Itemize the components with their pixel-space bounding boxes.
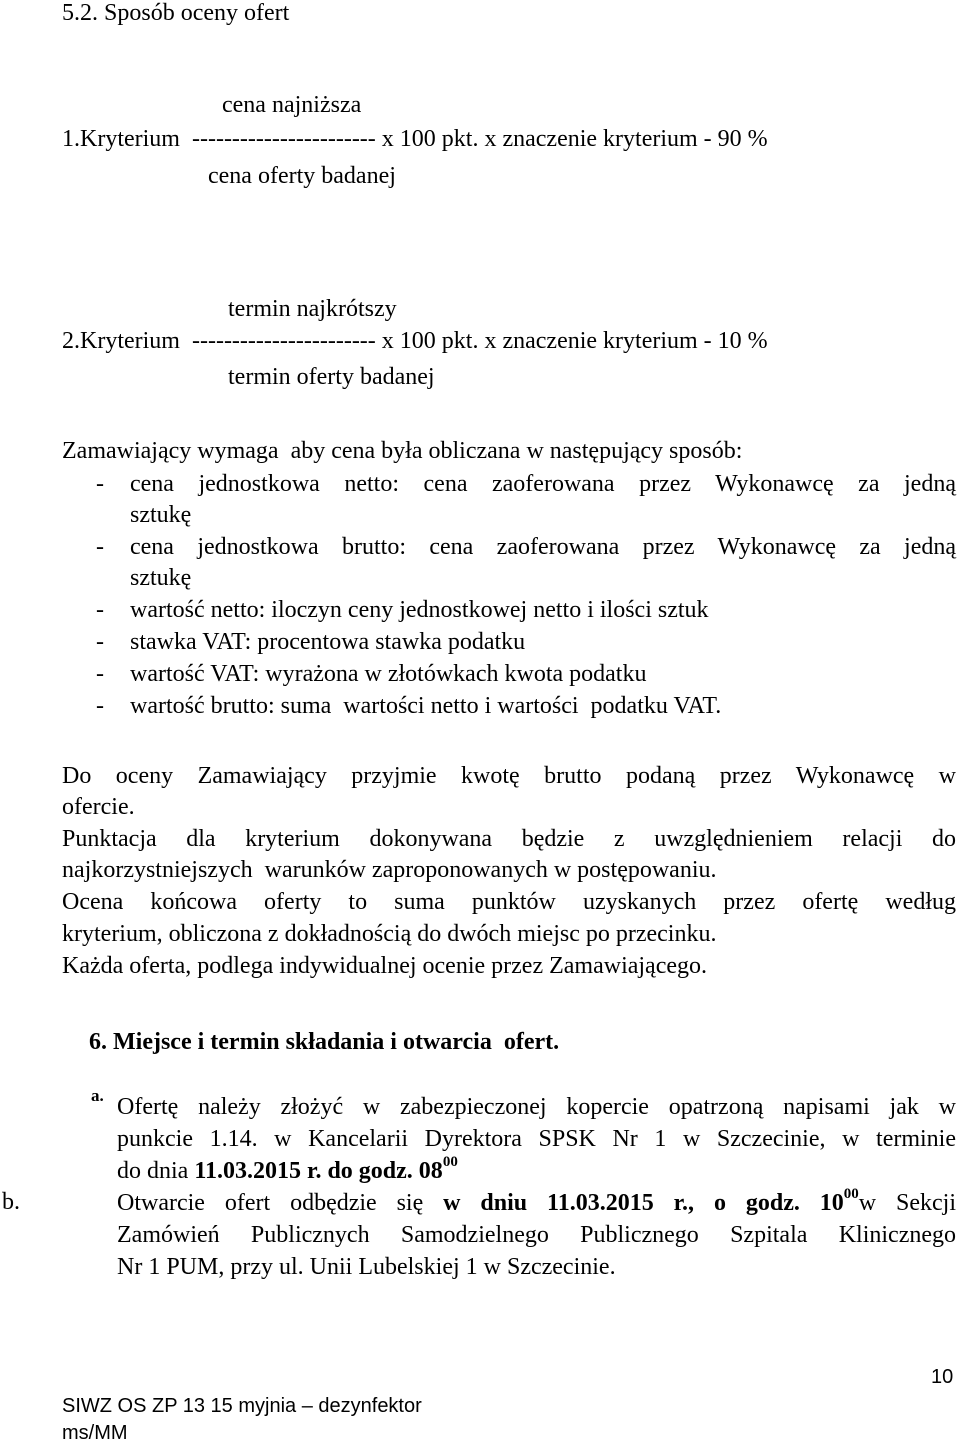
paragraph-2-line2: najkorzystniejszych warunków zaproponowanych w postępowaniu. [62, 857, 717, 883]
page-number: 10 [931, 1366, 954, 1388]
item-b-line1 [117, 1187, 956, 1222]
criterion1-formula: 1.Kryterium ----------------------- x 100 pkt. x znaczenie kryterium - 90 % [62, 126, 768, 152]
item-b-line1-prefix: Otwarcie ofert odbędzie się [117, 1190, 444, 1216]
bullet-4: stawka VAT: procentowa stawka podatku [130, 629, 526, 655]
bullet-1-line2: sztukę [130, 502, 192, 528]
bullet-5: wartość VAT: wyrażona w złotówkach kwota podatku [130, 661, 647, 687]
paragraph-4: Każda oferta, podlega indywidualnej ocenie przez Zamawiającego. [62, 953, 708, 979]
item-a-line2: punkcie 1.14. w Kancelarii Dyrektora SPSK Nr 1 w Szczecinie, w terminie [117, 1126, 956, 1152]
bullet-dash: - [96, 661, 104, 687]
item-a-line3-prefix: do dnia [117, 1158, 195, 1184]
bullet-dash: - [96, 597, 104, 623]
paragraph-3-line2: kryterium, obliczona z dokładnością do dwóch miejsc po przecinku. [62, 921, 717, 947]
criterion2-denominator: termin oferty badanej [228, 364, 435, 390]
criterion2-formula: 2.Kryterium ----------------------- x 100 pkt. x znaczenie kryterium - 10 % [62, 328, 768, 354]
section-title: 5.2. Sposób oceny ofert [62, 0, 290, 26]
bullet-1-line1: cena jednostkowa netto: cena zaoferowana przez Wykonawcę za jedną [130, 471, 956, 497]
criterion1-numerator: cena najniższa [222, 92, 362, 118]
footer-initials: ms/MM [62, 1422, 128, 1444]
item-b-marker: b. [2, 1189, 20, 1215]
paragraph-2-line1: Punktacja dla kryterium dokonywana będzie z uwzględnieniem relacji do [62, 826, 956, 852]
bullet-dash: - [96, 693, 104, 719]
paragraph-1-line1: Do oceny Zamawiający przyjmie kwotę brutto podaną przez Wykonawcę w [62, 763, 956, 789]
bullet-6: wartość brutto: suma wartości netto i wartości podatku VAT. [130, 693, 722, 719]
footer-document-id: SIWZ OS ZP 13 15 myjnia – dezynfektor [62, 1395, 422, 1417]
requirement-intro: Zamawiający wymaga aby cena była obliczana w następujący sposób: [62, 438, 743, 464]
criterion2-numerator: termin najkrótszy [228, 296, 397, 322]
item-a-line1: Ofertę należy złożyć w zabezpieczonej kopercie opatrzoną napisami jak w [117, 1094, 956, 1120]
bullet-dash: - [96, 471, 104, 497]
item-b-time-sup: 00 [843, 1186, 859, 1202]
item-b-line1-suffix: w Sekcji [858, 1190, 957, 1216]
criterion1-denominator: cena oferty badanej [208, 163, 396, 189]
bullet-2-line2: sztukę [130, 565, 192, 591]
item-a-time-sup: 00 [442, 1154, 458, 1170]
item-a-line3 [117, 1155, 458, 1190]
paragraph-3-line1: Ocena końcowa oferty to suma punktów uzyskanych przez ofertę według [62, 889, 956, 915]
bullet-dash: - [96, 629, 104, 655]
item-b-date: w dniu 11.03.2015 r., o godz. 10 [443, 1190, 844, 1216]
paragraph-1-line2: ofercie. [62, 794, 135, 820]
item-b-line2: Zamówień Publicznych Samodzielnego Publicznego Szpitala Klinicznego [117, 1222, 956, 1248]
item-a-marker: a. [91, 1086, 104, 1105]
bullet-dash: - [96, 534, 104, 560]
section6-title: 6. Miejsce i termin składania i otwarcia ofert. [89, 1029, 560, 1055]
item-a-date: 11.03.2015 r. do godz. 08 [194, 1158, 443, 1184]
bullet-2-line1: cena jednostkowa brutto: cena zaoferowana przez Wykonawcę za jedną [130, 534, 956, 560]
item-b-line3: Nr 1 PUM, przy ul. Unii Lubelskiej 1 w Szczecinie. [117, 1254, 616, 1280]
bullet-3: wartość netto: iloczyn ceny jednostkowej netto i ilości sztuk [130, 597, 709, 623]
